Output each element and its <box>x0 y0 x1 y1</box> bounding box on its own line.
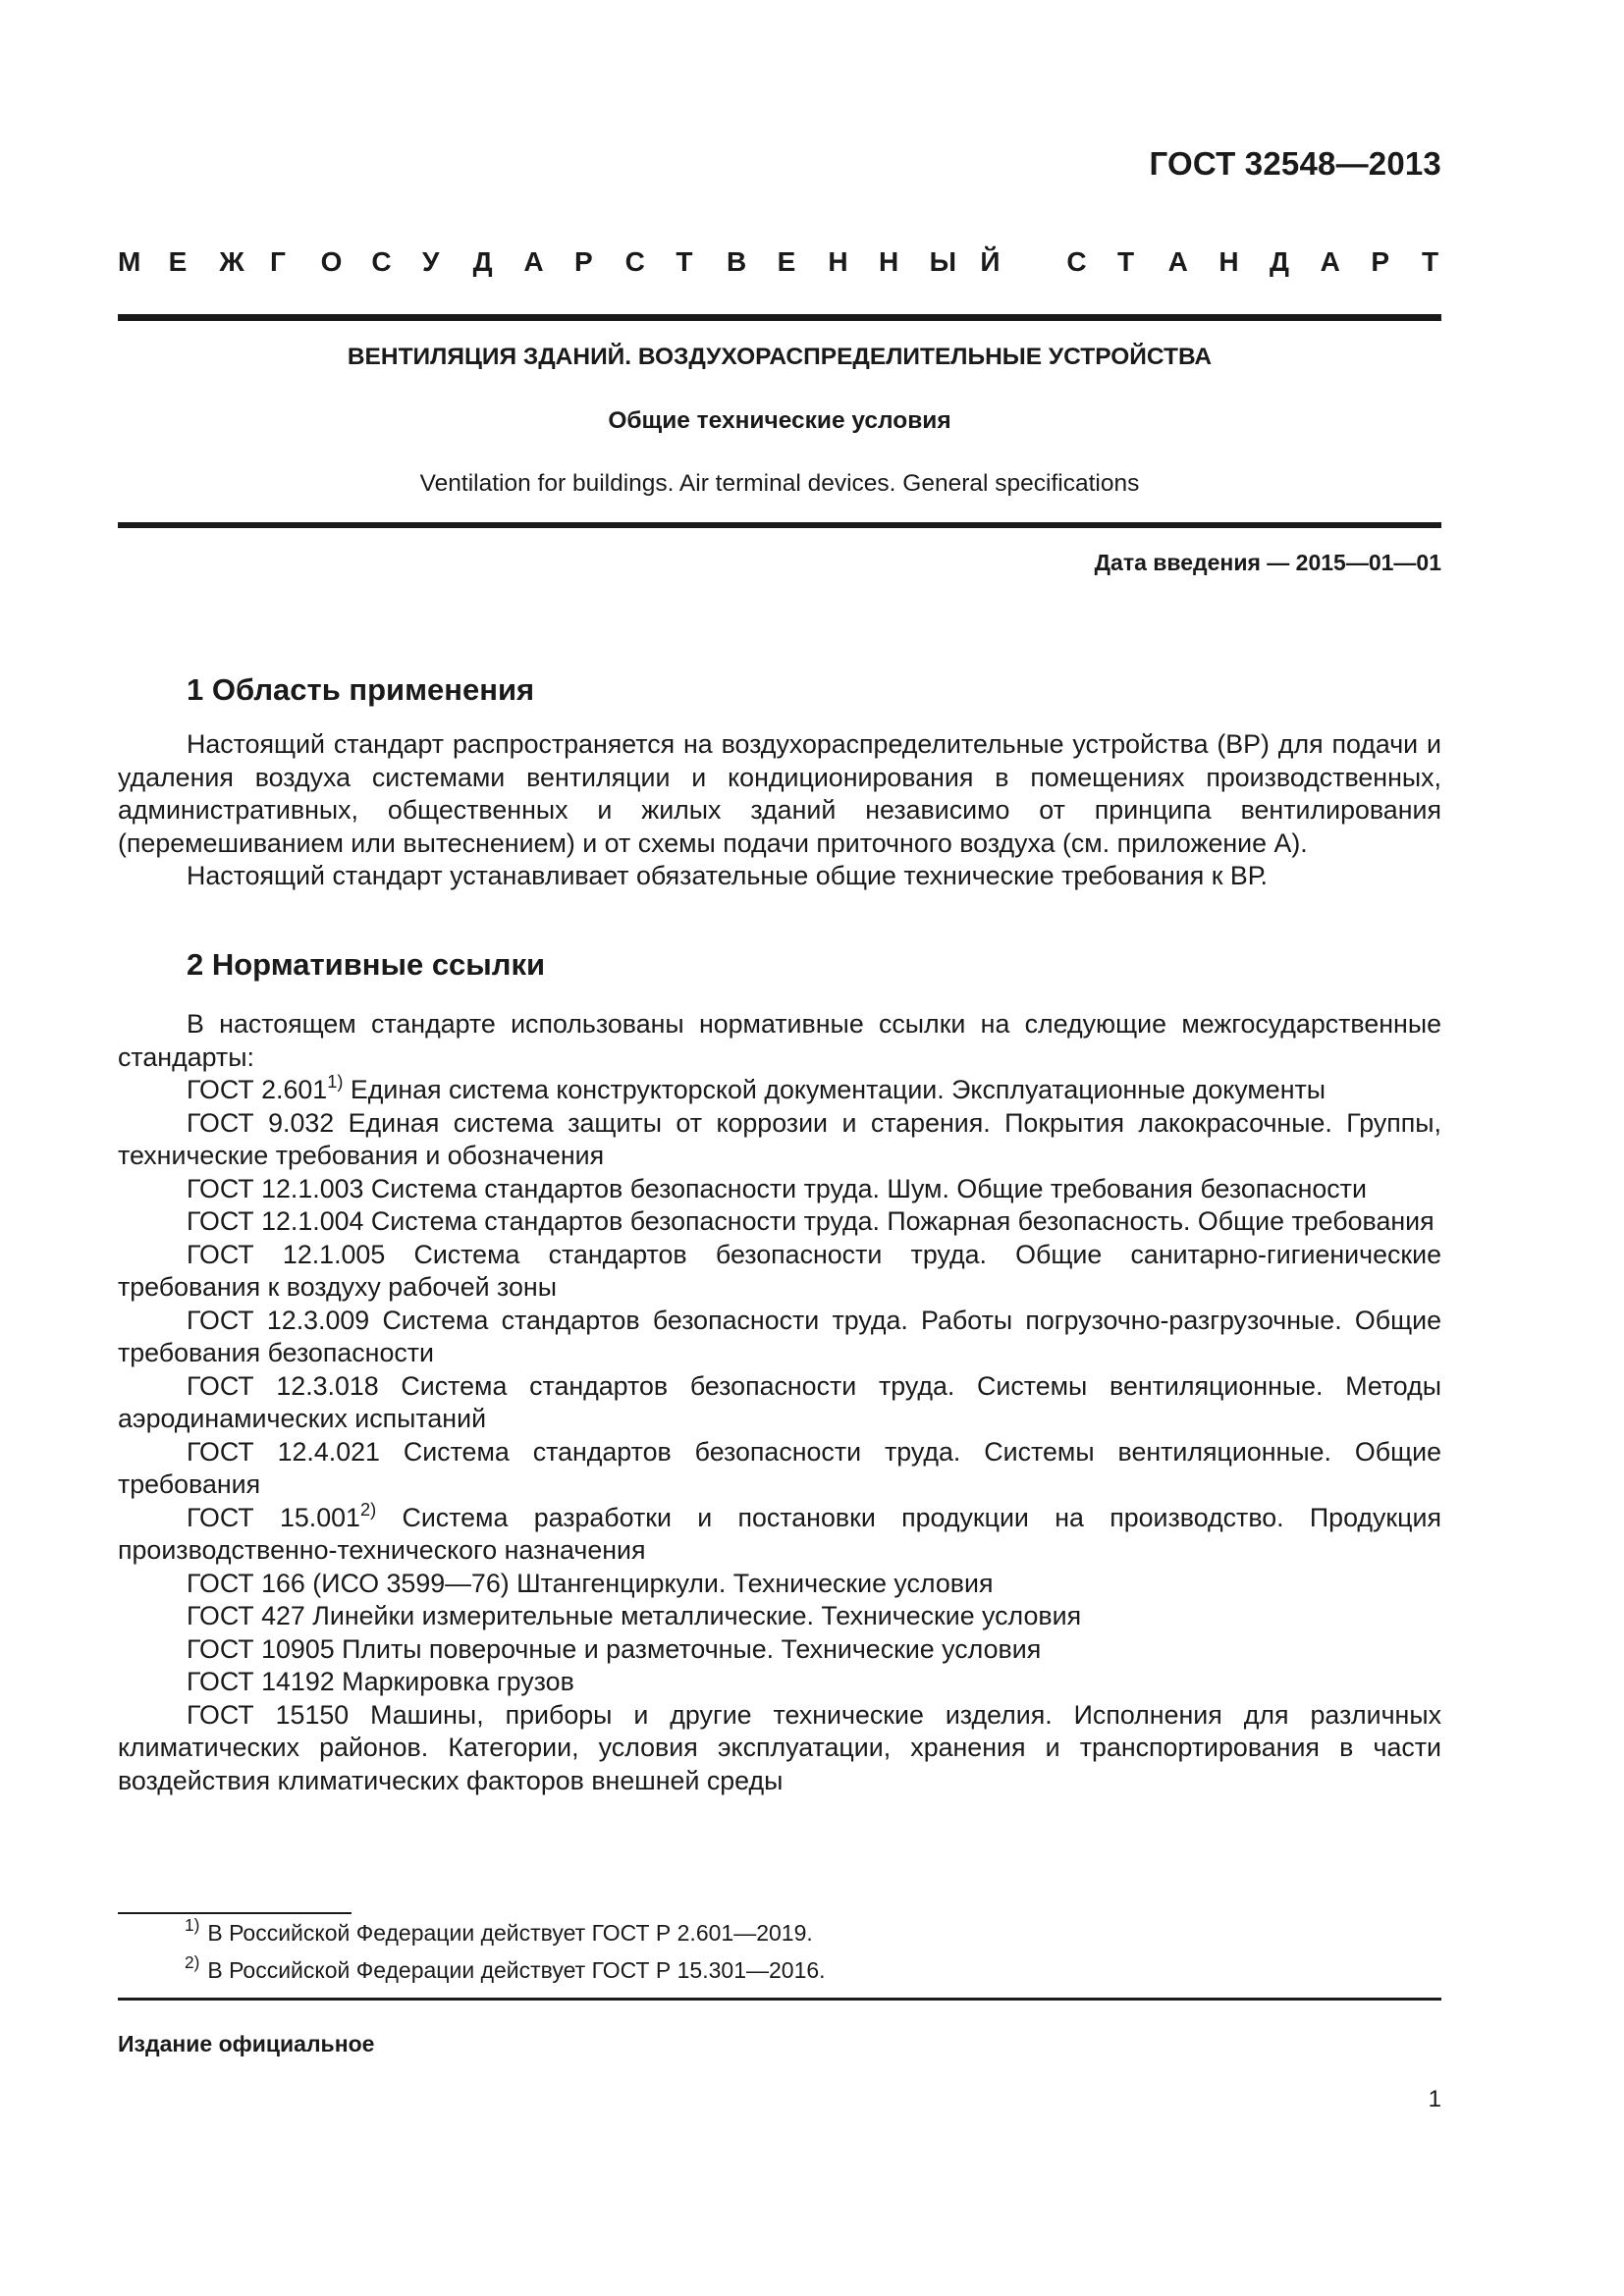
reference-title: Система стандартов безопасности труда. Общие санитарно-гигиенические требования к воздуху рабочей зоны <box>118 1239 1441 1302</box>
reference-code: ГОСТ 2.601 <box>187 1075 328 1104</box>
banner-letter: Е <box>168 246 188 277</box>
banner-letter: Т <box>1422 246 1439 277</box>
reference-item <box>118 1173 1441 1206</box>
document-title-english: Ventilation for buildings. Air terminal devices. General specifications <box>419 470 1140 497</box>
banner-letter: Й <box>980 246 1001 277</box>
reference-item <box>118 1239 1441 1305</box>
footnote-marker: 2) <box>359 1499 377 1520</box>
reference-code: ГОСТ 166 (ИСО 3599—76) <box>187 1568 510 1598</box>
banner-letter: А <box>1167 246 1188 277</box>
banner-letter: М <box>118 246 141 277</box>
reference-item <box>118 1699 1441 1798</box>
section-2-heading: 2 Нормативные ссылки <box>187 947 546 982</box>
reference-title: Система стандартов безопасности труда. Шум. Общие требования безопасности <box>363 1173 1367 1203</box>
title-bottom-rule <box>118 522 1441 528</box>
footnote-text: В Российской Федерации действует ГОСТ Р 15.301—2016. <box>207 1957 826 1983</box>
reference-title: Машины, приборы и другие технические изделия. Исполнения для различных климатических районов. Категории, условия эксплуатации, хранения и транспортирования в части воздействия климатических факторов внешней среды <box>118 1699 1441 1795</box>
reference-code: ГОСТ 15.001 <box>187 1502 360 1532</box>
section-1-paragraph: Настоящий стандарт устанавливает обязательные общие технические требования к ВР. <box>187 861 1268 890</box>
reference-item <box>118 1600 1441 1633</box>
reference-code: ГОСТ 12.1.004 <box>187 1206 364 1236</box>
reference-title: Система стандартов безопасности труда. Пожарная безопасность. Общие требования <box>363 1206 1435 1236</box>
reference-code: ГОСТ 14192 <box>187 1667 335 1696</box>
reference-title: Система стандартов безопасности труда. Работы погрузочно-разгрузочные. Общие требования безопасности <box>118 1305 1441 1367</box>
introduction-date: Дата введения — 2015—01—01 <box>1094 550 1441 575</box>
footer-rule <box>118 1998 1441 2001</box>
banner-letter: С <box>371 246 392 277</box>
footnote-marker: 1) <box>327 1072 344 1093</box>
reference-item <box>118 1436 1441 1502</box>
reference-title: Плиты поверочные и разметочные. Технические условия <box>334 1633 1042 1664</box>
reference-code: ГОСТ 12.3.018 <box>187 1370 379 1401</box>
page-number: 1 <box>1428 2086 1441 2112</box>
section-2-intro-text: В настоящем стандарте использованы нормативные ссылки на следующие межгосударственные стандарты: <box>118 1009 1441 1072</box>
banner-letter: С <box>624 246 645 277</box>
reference-item <box>118 1107 1441 1173</box>
banner-letter: С <box>1066 246 1087 277</box>
banner-letter: Т <box>676 246 693 277</box>
document-subtitle: Общие технические условия <box>608 407 951 434</box>
reference-title: Единая система конструкторской документации. Эксплуатационные документы <box>343 1075 1326 1104</box>
reference-title: Маркировка грузов <box>334 1667 574 1696</box>
reference-title: Единая система защиты от коррозии и старения. Покрытия лакокрасочные. Группы, технические требования и обозначения <box>118 1107 1441 1170</box>
reference-item <box>118 1205 1441 1239</box>
reference-item <box>118 1499 1441 1568</box>
banner-letter: А <box>1320 246 1340 277</box>
reference-code: ГОСТ 427 <box>187 1601 305 1630</box>
section-1-heading: 1 Область применения <box>187 672 535 707</box>
banner-letter: Н <box>879 246 899 277</box>
footnote-mark: 1) <box>185 1914 200 1935</box>
reference-item <box>118 1074 1441 1107</box>
section-1-body <box>118 728 1441 893</box>
banner-letter: Ы <box>929 246 957 277</box>
reference-item <box>118 1666 1441 1699</box>
reference-item <box>118 1633 1441 1667</box>
footnote-mark: 2) <box>185 1951 200 1972</box>
reference-item <box>118 1568 1441 1601</box>
banner-letter: О <box>320 246 343 277</box>
normative-references-list <box>118 1074 1441 1797</box>
reference-code: ГОСТ 9.032 <box>187 1107 335 1138</box>
reference-code: ГОСТ 12.4.021 <box>187 1436 380 1467</box>
banner-letter: Н <box>1218 246 1239 277</box>
reference-code: ГОСТ 10905 <box>187 1633 335 1664</box>
top-rule <box>118 314 1441 321</box>
document-code: ГОСТ 32548—2013 <box>1149 145 1441 182</box>
document-title: ВЕНТИЛЯЦИЯ ЗДАНИЙ. ВОЗДУХОРАСПРЕДЕЛИТЕЛЬНЫЕ УСТРОЙСТВА <box>347 344 1213 370</box>
banner-letter: Д <box>1270 246 1289 277</box>
banner-letter: Н <box>828 246 848 277</box>
reference-title: Линейки измерительные металлические. Технические условия <box>304 1601 1082 1630</box>
footnote-item <box>118 1951 1441 1989</box>
banner-letter: У <box>422 246 440 277</box>
reference-title: Система разработки и постановки продукции на производство. Продукция производственно-технического назначения <box>118 1502 1441 1565</box>
banner-letter: Ж <box>219 246 244 277</box>
banner-letter: Р <box>1371 246 1390 277</box>
reference-code: ГОСТ 12.1.005 <box>187 1239 386 1269</box>
section-1-paragraph: Настоящий стандарт распространяется на воздухораспределительные устройства (ВР) для подачи и удаления воздуха системами вентиляции и кондиционирования в помещениях производственных, административных, общественных и жилых зданий независимо от принципа вентилирования (перемешиванием или вытеснением) и от схемы подачи приточного воздуха (см. приложение А). <box>118 729 1441 858</box>
footnote-item <box>118 1914 1441 1951</box>
section-2-intro <box>118 1008 1441 1074</box>
banner-letter: Д <box>472 246 493 277</box>
footnote-text: В Российской Федерации действует ГОСТ Р 2.601—2019. <box>207 1920 813 1946</box>
reference-item <box>118 1305 1441 1370</box>
banner-letter: В <box>727 246 747 277</box>
reference-code: ГОСТ 15150 <box>187 1699 350 1730</box>
banner-letter: А <box>523 246 544 277</box>
reference-title: Штангенциркули. Технические условия <box>509 1568 994 1598</box>
reference-title: Система стандартов безопасности труда. Системы вентиляционные. Методы аэродинамических испытаний <box>118 1370 1442 1433</box>
reference-title: Система стандартов безопасности труда. Системы вентиляционные. Общие требования <box>118 1436 1441 1499</box>
banner-letter: Р <box>574 246 593 277</box>
edition-note: Издание официальное <box>118 2031 375 2056</box>
banner-letter: Е <box>777 246 796 277</box>
reference-code: ГОСТ 12.3.009 <box>187 1305 370 1335</box>
reference-code: ГОСТ 12.1.003 <box>187 1173 364 1203</box>
banner-letter: Г <box>270 246 286 277</box>
banner-letter: Т <box>1117 246 1135 277</box>
reference-item <box>118 1370 1441 1436</box>
footnotes <box>118 1914 1441 1989</box>
